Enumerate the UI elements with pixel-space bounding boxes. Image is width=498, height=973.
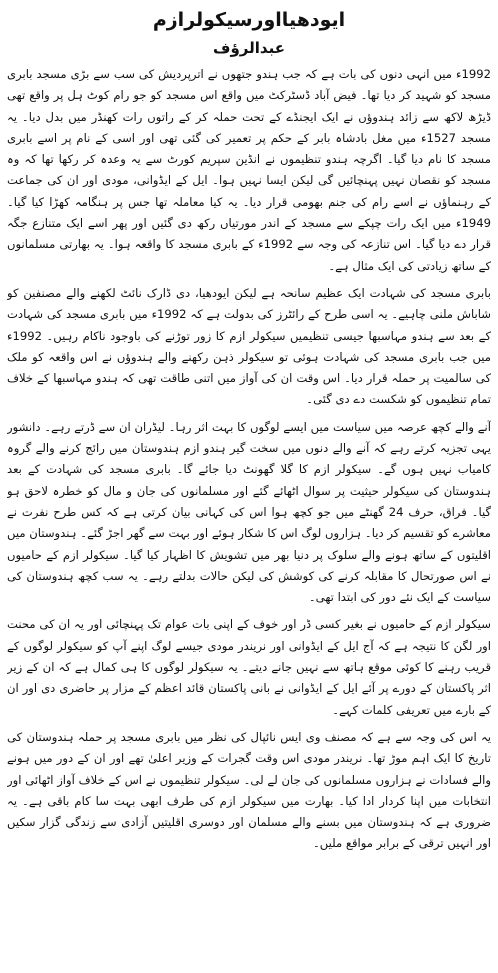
article-paragraph-5: یہ اس کی وجہ سے ہے کہ مصنف وی ایس نائپال کی نظر میں بابری مسجد پر حملہ ہندوستان کی تاریخ کا ایک اہم موڑ تھا۔ نریندر مودی اس وقت گجرات کے وزیر اعلیٰ تھے اور ان کے دور میں ہونے والے فسادات نے ہزاروں مسلمانوں کی جان لے لی۔ سیکولر تنظیموں نے اس کے خلاف آواز اٹھائی اور انتخابات میں اپنا کردار ادا کیا۔ بھارت میں سیکولر ازم کی طرف ابھی بہت سا کام باقی ہے۔ یہ ضروری ہے کہ ہندوستان میں بسنے والے مسلمان اور دوسری اقلیتیں آزادی سے زندگی گزار سکیں اور انہیں ترقی کے برابر مواقع ملیں۔ bbox=[7, 729, 491, 851]
article-paragraph-3: آنے والے کچھ عرصہ میں سیاست میں ایسے لوگوں کا بہت اثر رہا۔ لیڈران ان سے ڈرتے رہے۔ دانشور یہی تجزیہ کرتے رہے کہ آنے والے دنوں میں سخت گیر ہندو ازم ہندوستان میں رائج کرنے والے گروہ کامیاب نہیں ہوں گے۔ سیکولر ازم کا گلا گھونٹ دیا جائے گا۔ بابری مسجد کی شہادت کے بعد ہندوستان کی سیکولر حیثیت پر سوال اٹھائے گئے اور مسلمانوں کی جان و مال کو خطرہ لاحق ہو گیا۔ فراق، حرف 24 گھنٹے میں جو کچھ ہوا اس کی کہانی بیان کرتی ہے کہ کس طرح نفرت نے معاشرے کو تقسیم کر دیا۔ ہزاروں لوگ اس کا شکار ہوئے اور بہت سے گھر اجڑ گئے۔ ہندوستان میں اقلیتوں کے ساتھ ہونے والے سلوک پر دنیا بھر میں تشویش کا اظہار کیا گیا۔ سیکولر ازم کے حامیوں نے اس صورتحال کا مقابلہ کرنے کی کوشش کی لیکن حالات بدلتے رہے۔ یہ سب کچھ ہندوستان کی سیاست کے ایک نئے دور کی ابتدا تھی۔ bbox=[7, 419, 491, 605]
author-byline: عبدالرؤف bbox=[213, 39, 285, 57]
article-paragraph-1: 1992ء میں انہی دنوں کی بات ہے کہ جب ہندو جتھوں نے اترپردیش کی سب سے بڑی مسجد بابری مسجد کو شہید کر دیا تھا۔ فیض آباد ڈسٹرکٹ میں واقع اس مسجد کو جو رام کوٹ ہل پر واقع تھی ڈیڑھ لاکھ سے زائد ہندوؤں نے ایک ایجنڈے کے تحت حملہ کر کے راتوں رات کھنڈر میں بدل دیا۔ یہ مسجد 1527ء میں مغل بادشاہ بابر کے حکم پر تعمیر کی گئی تھی اور اسی کے نام پر اسے بابری مسجد کا نام دیا گیا۔ اگرچہ ہندو تنظیموں نے انڈین سپریم کورٹ سے یہ وعدہ کر رکھا تھا کہ وہ مسجد کو نقصان نہیں پہنچائیں گی لیکن ایسا نہیں ہوا۔ ایل کے ایڈوانی، مودی اور ان کی جماعت کے رہنماؤں نے اسے رام کی جنم بھومی قرار دیا۔ یہ کیا معاملہ تھا جس پر ہنگامہ کھڑا کیا گیا۔ 1949ء میں ایک رات چپکے سے مسجد کے اندر مورتیاں رکھ دی گئیں اور پھر اسے ایک متنازع جگہ قرار دے دیا گیا۔ اس تنازعہ کی وجہ سے 1992ء کے بابری مسجد کا واقعہ ہوا۔ یہ بھارتی مسلمانوں کے ساتھ زیادتی کی ایک مثال ہے۔ bbox=[7, 67, 491, 273]
article-body bbox=[7, 64, 491, 969]
article-paragraph-4: سیکولر ازم کے حامیوں نے بغیر کسی ڈر اور خوف کے اپنی بات عوام تک پہنچائی اور یہ ان کی محنت اور لگن کا نتیجہ ہے کہ آج ایل کے ایڈوانی اور نریندر مودی جیسے لوگ اپنے آپ کو سیکولر لوگوں کے قریب رہنے کا کوئی موقع ہاتھ سے نہیں جانے دیتے۔ یہ سیکولر لوگوں کا ہی کمال ہے کہ ان کے زیر اثر پاکستان کے دورے پر آئے ایل کے ایڈوانی نے بانی پاکستان قائد اعظم کے مزار پر حاضری دی اور ان کے بارے میں تعریفی کلمات کہے۔ bbox=[7, 617, 491, 717]
article-title: ایودھیااورسیکولرازم bbox=[152, 9, 346, 31]
article-paragraph-2: بابری مسجد کی شہادت ایک عظیم سانحہ ہے لیکن ایودھیا، دی ڈارک نائٹ لکھنے والے مصنفین کو شاباش ملنی چاہیے۔ یہ اسی طرح کے رائٹرز کی بدولت ہے کہ 1992ء میں بابری مسجد کی شہادت کے بعد سے ہندو مہاسبھا جیسی تنظیمیں سیکولر ازم کا زور توڑنے کی باوجود ناکام رہیں۔ 1992ء میں جب بابری مسجد کی شہادت ہوئی تو سیکولر ذہن رکھنے والے ہندوؤں نے اس واقعہ کو ملک کی سالمیت پر حملہ قرار دیا۔ اس وقت ان کی آواز میں اتنی طاقت تھی کہ ہندو مہاسبھا کے خلاف تمام تنظیموں کو شکست دے دی گئی۔ bbox=[7, 285, 491, 407]
